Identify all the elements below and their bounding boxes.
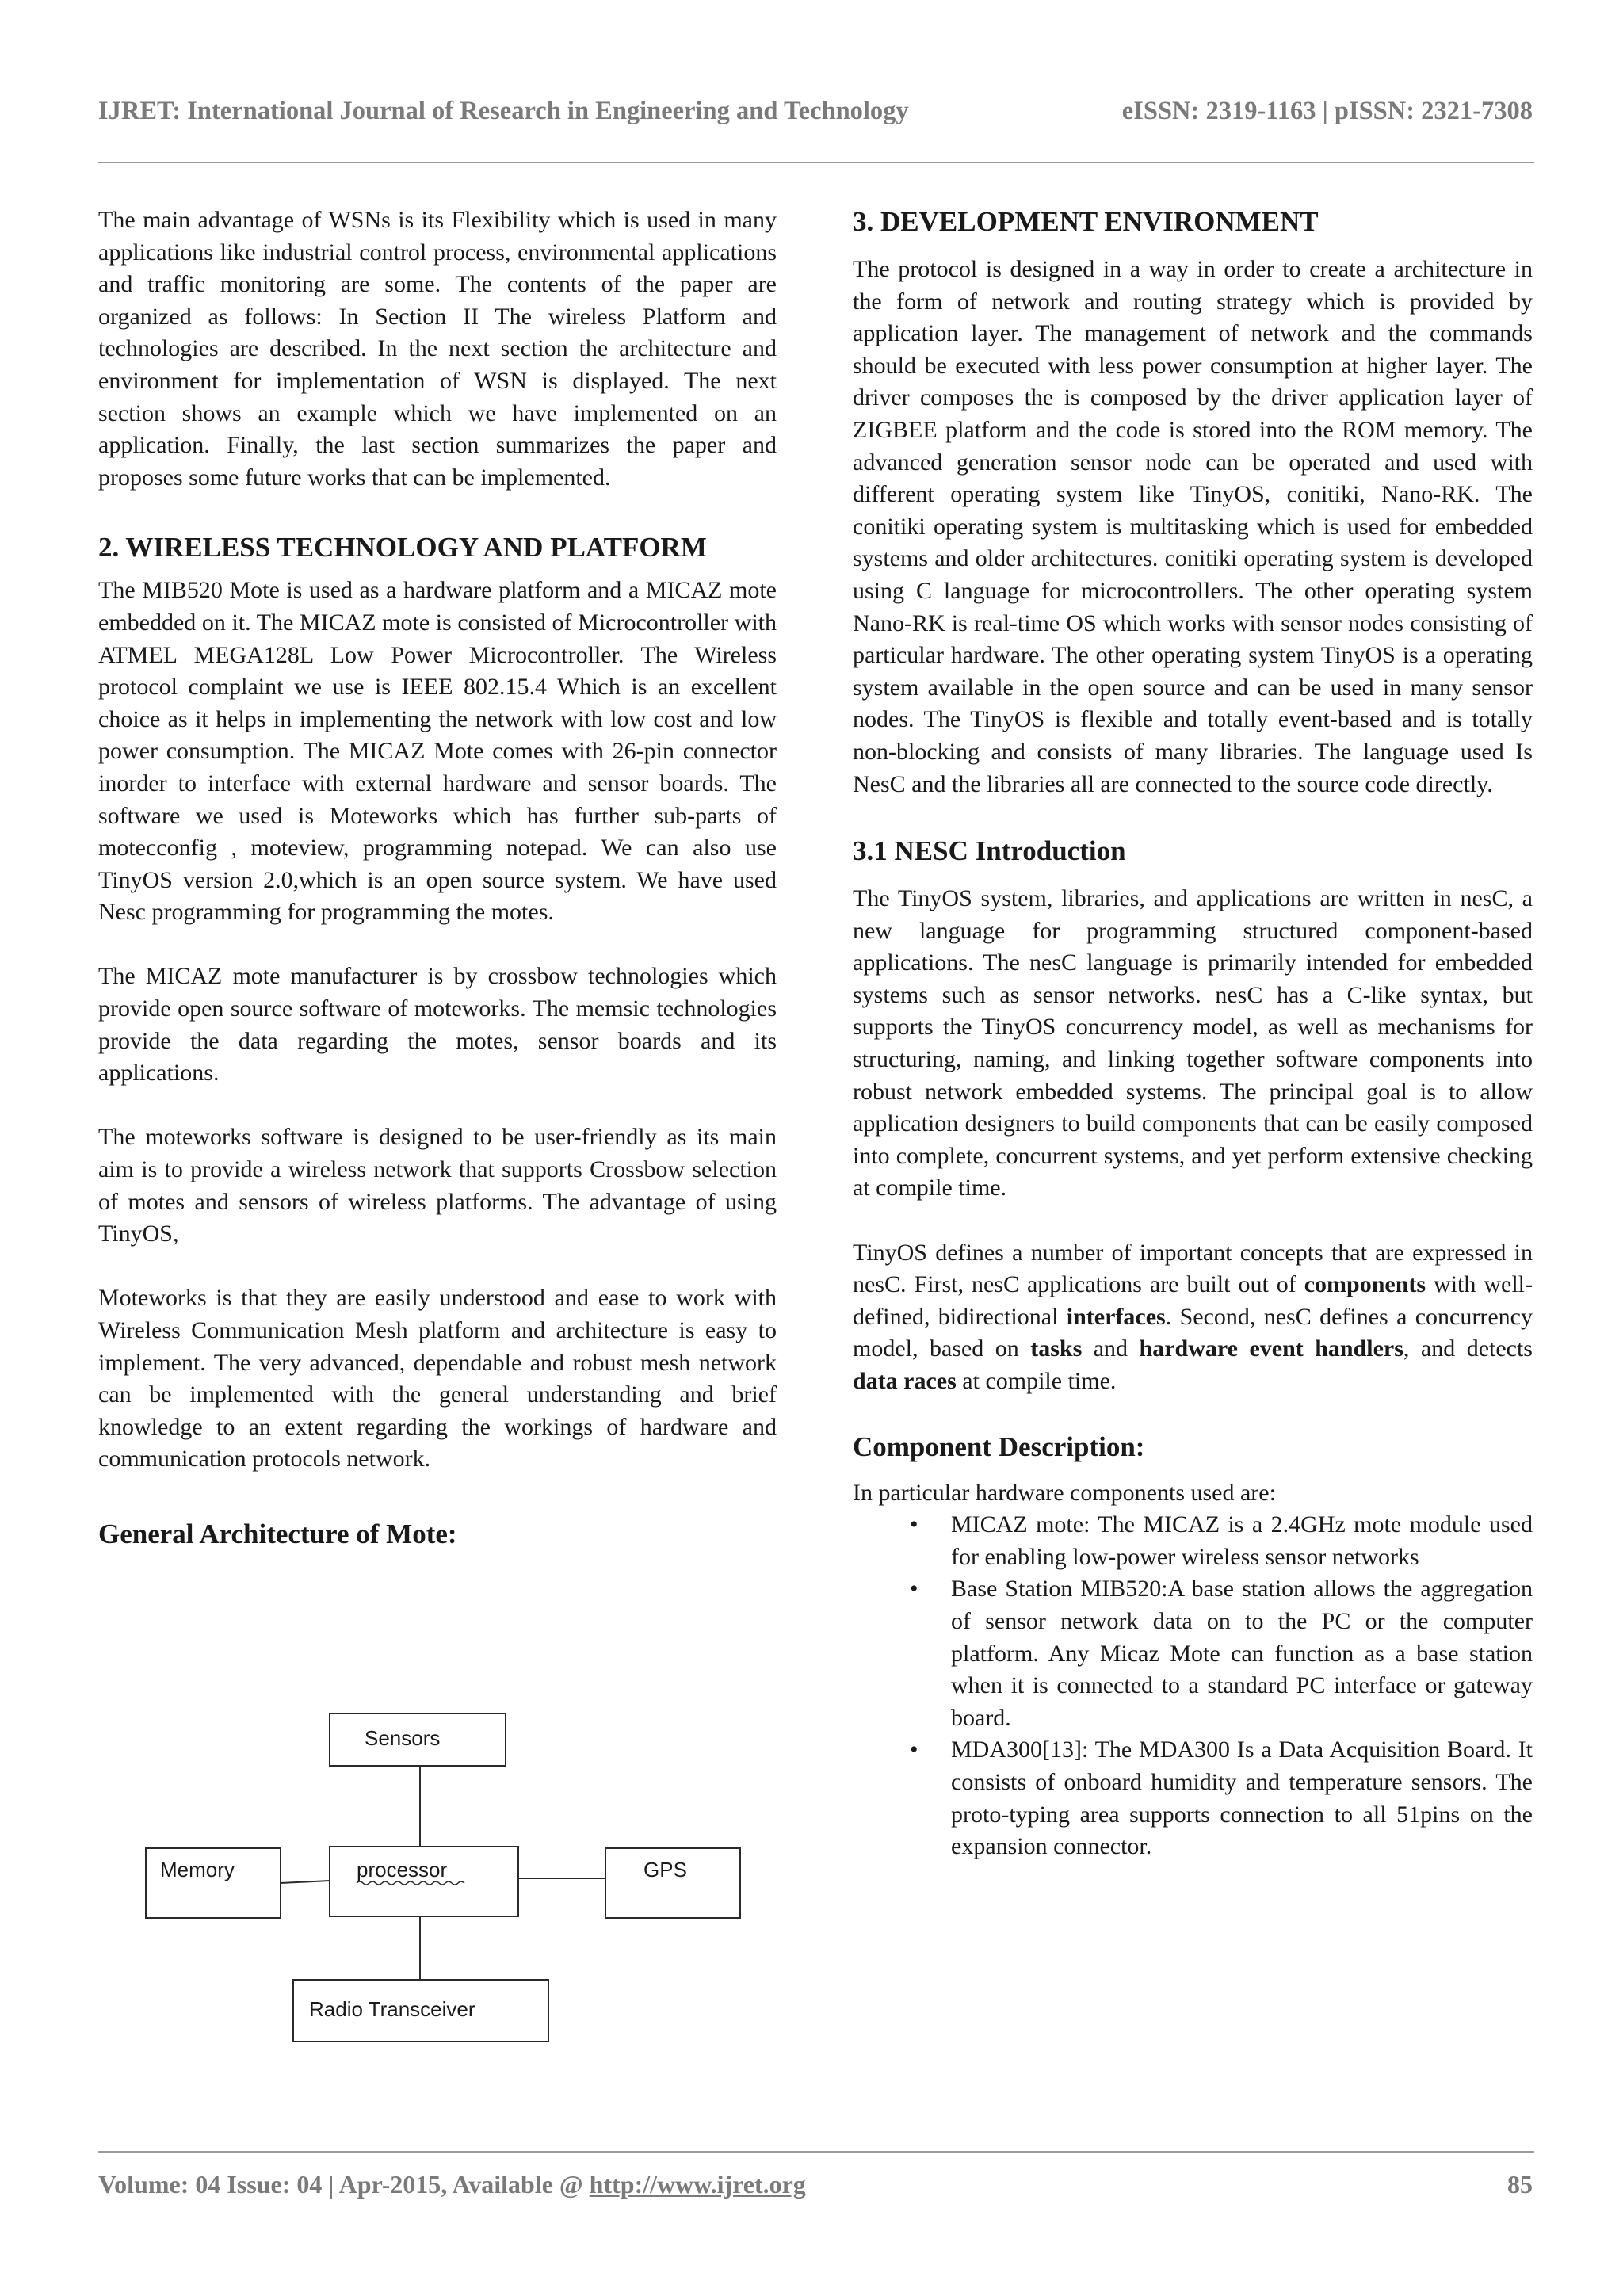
section-2-heading: 2. WIRELESS TECHNOLOGY AND PLATFORM	[98, 532, 707, 563]
left-column	[98, 204, 777, 1552]
concepts-text-2: with well-defined, bidirectional	[853, 1271, 1533, 1330]
list-item	[853, 1573, 1533, 1734]
page-number: 85	[1507, 2170, 1533, 2199]
left-paragraph-mesh: Moteworks is that they are easily understood and ease to work with Wireless Communication Mesh platform and architecture is easy to implement. The very advanced, dependable and robust mesh network can be implemented with the general understanding and brief knowledge to an extent regarding the workings of hardware and communication protocols network.	[98, 1285, 777, 1473]
concepts-bold-data-races: data races	[853, 1368, 957, 1394]
section-3-heading: 3. DEVELOPMENT ENVIRONMENT	[853, 206, 1319, 237]
processor-label: processor	[357, 1858, 448, 1881]
component-list	[853, 1509, 1533, 1863]
left-paragraph-moteworks: The moteworks software is designed to be user-friendly as its main aim is to provide a wireless network that supports Crossbow selection of motes and sensors of wireless platforms. The advantage of using TinyOS,	[98, 1124, 777, 1247]
radio-transceiver-label: Radio Transceiver	[309, 1997, 475, 2021]
header-rule	[98, 162, 1534, 163]
concepts-text-6: at compile time.	[956, 1368, 1117, 1394]
left-paragraph-manufacturer: The MICAZ mote manufacturer is by crossbow technologies which provide open source software of moteworks. The memsic technologies provide the data regarding the motes, sensor boards and its applications.	[98, 963, 777, 1087]
concepts-bold-components: components	[1304, 1271, 1426, 1298]
list-item	[853, 1509, 1533, 1573]
footer-rule	[98, 2151, 1534, 2153]
concepts-text-4: and	[1082, 1335, 1140, 1362]
concepts-text-5: , and detects	[1403, 1335, 1533, 1362]
concepts-text-3: . Second, nesC defines a concurrency model, based on	[853, 1303, 1533, 1362]
concepts-bold-tasks: tasks	[1030, 1335, 1083, 1362]
bullet-icon: •	[910, 1511, 918, 1538]
component-description-heading: Component Description:	[853, 1431, 1145, 1462]
journal-link[interactable]: http://www.ijret.org	[589, 2170, 806, 2199]
memory-label: Memory	[160, 1858, 235, 1881]
list-item-text: Base Station MIB520:A base station allows the aggregation of sensor network data on to the PC or the computer platform. Any Micaz Mote can function as a base station when it is connected to a standard PC interface or gateway board.	[951, 1576, 1533, 1731]
volume-text: Volume: 04 Issue: 04 | Apr-2015, Available @	[98, 2170, 590, 2199]
journal-title: IJRET: International Journal of Research in Engineering and Technology	[98, 97, 909, 125]
sensors-label: Sensors	[365, 1726, 441, 1750]
concepts-text-1: TinyOS defines a number of important concepts that are expressed in nesC. First, nesC applications are built out of	[853, 1239, 1533, 1298]
concepts-bold-handlers: hardware event handlers	[1139, 1335, 1403, 1362]
gps-label: GPS	[643, 1858, 687, 1881]
mote-architecture-diagram	[143, 1712, 761, 2076]
list-item-text: MDA300[13]: The MDA300 Is a Data Acquisition Board. It consists of onboard humidity and temperature sensors. The proto-typing area supports connection to all 51pins on the expansion connector.	[951, 1736, 1533, 1860]
right-paragraph-nesc: The TinyOS system, libraries, and applications are written in nesC, a new language for programming structured component-based applications. The nesC language is primarily intended for embedded systems such as sensor networks. nesC has a C-like syntax, but supports the TinyOS concurrency model, as well as mechanisms for structuring, naming, and linking together software components into robust network embedded systems. The principal goal is to allow application designers to build components that can be easily composed into complete, concurrent systems, and yet perform extensive checking at compile time.	[853, 885, 1533, 1201]
list-item	[853, 1734, 1533, 1862]
list-item-text: MICAZ mote: The MICAZ is a 2.4GHz mote module used for enabling low-power wireless sensor networks	[951, 1511, 1533, 1570]
architecture-heading: General Architecture of Mote:	[98, 1518, 457, 1549]
volume-info	[98, 2170, 806, 2199]
bullet-icon: •	[910, 1576, 918, 1603]
concepts-bold-interfaces: interfaces	[1066, 1303, 1166, 1330]
left-paragraph-intro: The main advantage of WSNs is its Flexibility which is used in many applications like industrial control process, environmental applications and traffic monitoring are some. The contents of the paper are organized as follows: In Section II The wireless Platform and technologies are described. In the next section the architecture and environment for implementation of WSN is displayed. The next section shows an example which we have implemented on an application. Finally, the last section summarizes the paper and proposes some future works that can be implemented.	[98, 207, 777, 491]
bullet-icon: •	[910, 1736, 918, 1763]
right-column	[853, 204, 1533, 1863]
issn-label: eISSN: 2319-1163 | pISSN: 2321-7308	[1121, 97, 1533, 125]
components-intro: In particular hardware components used are:	[853, 1479, 1276, 1506]
architecture-svg	[143, 1712, 761, 2076]
connector-memory-processor	[281, 1881, 330, 1883]
right-paragraph-protocol: The protocol is designed in a way in order to create a architecture in the form of network and routing strategy which is provided by application layer. The management of network and the commands should be executed with less power consumption at higher layer. The driver composes the is composed by the driver application layer of ZIGBEE platform and the code is stored into the ROM memory. The advanced generation sensor node can be operated and used with different operating system like TinyOS, conitiki, Nano-RK. The conitiki operating system is multitasking which is used for embedded systems and older architectures. conitiki operating system is developed using C language for microcontrollers. The other operating system Nano-RK is real-time OS which works with sensor nodes consisting of particular hardware. The other operating system TinyOS is a operating system available in the open source and can be used in many sensor nodes. The TinyOS is flexible and totally event-based and is totally non-blocking and consists of many libraries. The language used Is NesC and the libraries all are connected to the source code directly.	[853, 256, 1533, 797]
right-paragraph-concepts	[853, 1237, 1533, 1398]
left-paragraph-mib520: The MIB520 Mote is used as a hardware platform and a MICAZ mote embedded on it. The MICAZ mote is consisted of Microcontroller with ATMEL MEGA128L Low Power Microcontroller. The Wireless protocol complaint we use is IEEE 802.15.4 Which is an excellent choice as it helps in implementing the network with low cost and low power consumption. The MICAZ Mote comes with 26-pin connector inorder to interface with external hardware and sensor boards. The software we used is Moteworks which has further sub-parts of motecconfig , moteview, programming notepad. We can also use TinyOS version 2.0,which is an open source system. We have used Nesc programming for programming the motes.	[98, 577, 777, 926]
section-3-1-heading: 3.1 NESC Introduction	[853, 835, 1126, 867]
